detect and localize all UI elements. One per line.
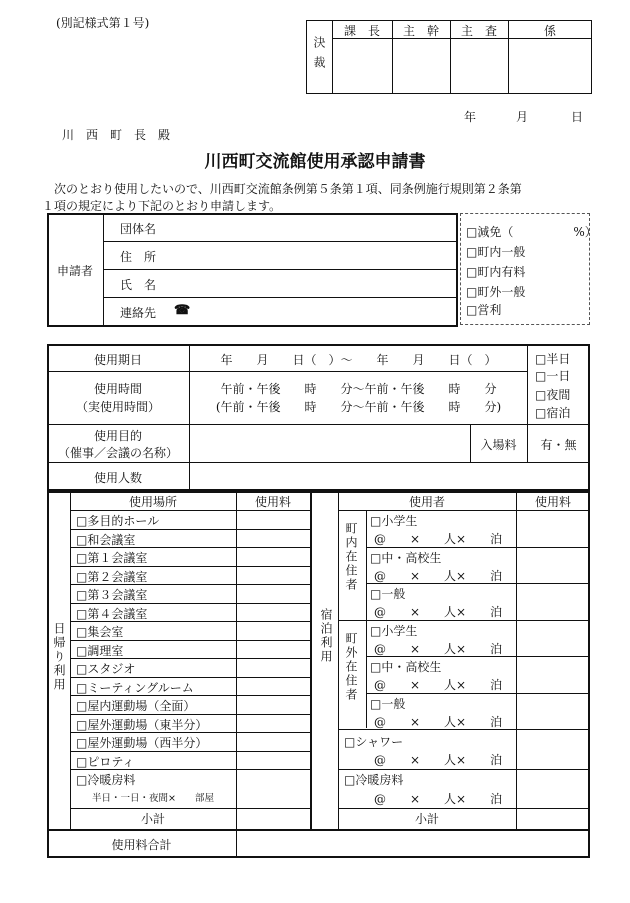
stay-fee-cell[interactable] bbox=[518, 621, 588, 656]
day-use-fee-cell[interactable] bbox=[238, 659, 308, 676]
rule-line bbox=[338, 769, 590, 770]
applicant-label: 申請者 bbox=[56, 264, 93, 278]
stay-formula[interactable]: @ × 人× 泊 bbox=[374, 605, 503, 619]
total-fee-field[interactable] bbox=[240, 834, 584, 854]
day-use-fee-cell[interactable] bbox=[238, 567, 308, 584]
day-use-fee-cell[interactable] bbox=[238, 715, 308, 732]
rule-line bbox=[103, 213, 104, 327]
org-name-field[interactable] bbox=[200, 216, 452, 238]
day-use-fee-cell[interactable] bbox=[238, 696, 308, 713]
day-use-item[interactable]: □集会室 bbox=[76, 625, 124, 639]
fee-commercial-checkbox[interactable]: □営利 bbox=[466, 303, 502, 317]
stay-group-label[interactable]: □中・高校生 bbox=[370, 550, 442, 565]
rule-line bbox=[338, 491, 339, 829]
outside-residents-label: 町外在住者 bbox=[344, 632, 358, 702]
approval-col-shusa: 主 査 bbox=[460, 24, 497, 38]
admission-value[interactable]: 有・無 bbox=[540, 438, 577, 452]
stay-formula[interactable]: @ × 人× 泊 bbox=[374, 532, 503, 546]
fee-town-paid-checkbox[interactable]: □町内有料 bbox=[466, 265, 526, 279]
day-use-fee-cell[interactable] bbox=[238, 641, 308, 658]
time-label: 使用時間 bbox=[93, 382, 142, 396]
rule-line bbox=[70, 808, 310, 809]
stay-fee-cell[interactable] bbox=[518, 694, 588, 729]
day-use-item[interactable]: □第３会議室 bbox=[76, 588, 148, 602]
day-use-item[interactable]: □ミーティングルーム bbox=[76, 680, 194, 695]
stay-subtotal-label: 小計 bbox=[414, 812, 439, 826]
fee-reduction-checkbox[interactable]: □減免（ %） bbox=[466, 225, 597, 239]
stay-group-label[interactable]: □一般 bbox=[370, 696, 406, 711]
day-use-side-label: 日帰り利用 bbox=[52, 622, 66, 692]
day-use-subtotal-label: 小計 bbox=[140, 812, 165, 826]
admission-label: 入場料 bbox=[480, 438, 517, 452]
stay-formula[interactable]: @ × 人× 泊 bbox=[374, 714, 503, 729]
purpose-field[interactable] bbox=[192, 428, 466, 458]
day-use-fee-cell[interactable] bbox=[238, 604, 308, 621]
stay-formula[interactable]: @ × 人× 泊 bbox=[374, 641, 503, 656]
date-year: 年 bbox=[464, 110, 477, 124]
stay-user-header: 使用者 bbox=[408, 495, 445, 509]
time-field[interactable]: 午前・午後 時 分～午前・午後 時 分 bbox=[220, 382, 497, 396]
day-use-item[interactable]: □第２会議室 bbox=[76, 569, 148, 584]
page-title: 川西町交流館使用承認申請書 bbox=[204, 152, 426, 172]
day-use-item[interactable]: □第４会議室 bbox=[76, 606, 148, 621]
rule-line bbox=[103, 269, 458, 270]
rule-line bbox=[310, 491, 312, 829]
day-use-fee-cell[interactable] bbox=[238, 530, 308, 547]
span-night-checkbox[interactable]: □夜間 bbox=[535, 388, 571, 402]
day-use-fee-cell[interactable] bbox=[238, 511, 308, 528]
shower-label[interactable]: □シャワー bbox=[344, 735, 404, 749]
stay-formula[interactable]: @ × 人× 泊 bbox=[374, 568, 503, 583]
approval-col-shukan: 主 幹 bbox=[402, 24, 439, 38]
rule-line bbox=[70, 491, 71, 829]
rule-line bbox=[103, 241, 458, 242]
stay-group-label[interactable]: □一般 bbox=[370, 587, 406, 601]
rule-line bbox=[527, 344, 528, 424]
day-use-item[interactable]: □屋外運動場（西半分） bbox=[76, 736, 208, 750]
fee-outside-general-checkbox[interactable]: □町外一般 bbox=[466, 285, 526, 299]
day-use-item[interactable]: □第１会議室 bbox=[76, 551, 148, 565]
rule-line bbox=[47, 371, 528, 372]
stay-fee-header: 使用料 bbox=[534, 495, 571, 509]
stay-group-label[interactable]: □中・高校生 bbox=[370, 660, 442, 674]
day-use-item[interactable]: □屋外運動場（東半分） bbox=[76, 717, 208, 732]
stay-fee-cell[interactable] bbox=[518, 548, 588, 583]
intro-text-line2: １項の規定により下記のとおり申請します。 bbox=[42, 199, 282, 213]
day-use-item[interactable]: □和会議室 bbox=[76, 532, 136, 547]
stay-formula[interactable]: @ × 人× 泊 bbox=[374, 678, 503, 692]
telephone-icon: ☎ bbox=[174, 303, 191, 318]
org-name-label: 団体名 bbox=[120, 222, 157, 236]
day-use-fee-cell[interactable] bbox=[238, 678, 308, 695]
approval-side-label: 決裁 bbox=[312, 36, 326, 76]
day-use-item[interactable]: □調理室 bbox=[76, 643, 124, 658]
fee-town-general-checkbox[interactable]: □町内一般 bbox=[466, 245, 526, 259]
address-field[interactable] bbox=[200, 244, 452, 266]
approval-col-kacho: 課 長 bbox=[343, 24, 380, 38]
name-label: 氏 名 bbox=[120, 278, 157, 292]
actual-time-label: （実使用時間） bbox=[75, 400, 160, 414]
people-field[interactable] bbox=[192, 465, 582, 487]
day-use-heating-label[interactable]: □冷暖房料 bbox=[76, 773, 136, 787]
rule-line bbox=[47, 829, 590, 831]
date-month: 月 bbox=[516, 110, 529, 124]
rule-line bbox=[516, 491, 517, 829]
span-stay-checkbox[interactable]: □宿泊 bbox=[535, 406, 571, 420]
approval-col-kakari: 係 bbox=[543, 24, 556, 38]
rule-line bbox=[338, 729, 590, 730]
addressee: 川 西 町 長 殿 bbox=[62, 128, 171, 142]
day-use-fee-header: 使用料 bbox=[254, 495, 291, 509]
day-use-fee-cell[interactable] bbox=[238, 548, 308, 565]
form-number: (別記様式第１号) bbox=[56, 16, 150, 30]
total-fee-label: 使用料合計 bbox=[111, 838, 172, 852]
contact-label: 連絡先 bbox=[120, 306, 157, 320]
rule-line bbox=[47, 424, 590, 425]
rule-line bbox=[47, 462, 590, 463]
day-use-item[interactable]: □多目的ホール bbox=[76, 514, 160, 528]
day-use-fee-cell[interactable] bbox=[238, 752, 308, 769]
purpose-name-label: （催事／会議の名称） bbox=[57, 446, 178, 460]
day-use-place-header: 使用場所 bbox=[128, 495, 177, 509]
purpose-label: 使用目的 bbox=[93, 429, 142, 443]
day-use-fee-cell[interactable] bbox=[238, 622, 308, 639]
contact-field[interactable] bbox=[200, 300, 452, 322]
people-label: 使用人数 bbox=[93, 471, 142, 485]
stay-fee-cell[interactable] bbox=[518, 511, 588, 546]
rule-line bbox=[103, 297, 458, 298]
rule-line bbox=[338, 620, 590, 621]
intro-text-line1: 次のとおり使用したいので、川西町交流館条例第５条第１項、同条例施行規則第２条第 bbox=[42, 182, 522, 196]
stay-group-label[interactable]: □小学生 bbox=[370, 514, 418, 528]
period-label: 使用期日 bbox=[93, 353, 142, 367]
day-use-item[interactable]: □スタジオ bbox=[76, 662, 136, 676]
rule-line bbox=[70, 769, 310, 770]
shower-formula[interactable]: @ × 人× 泊 bbox=[374, 753, 503, 767]
stay-group-label[interactable]: □小学生 bbox=[370, 623, 418, 638]
day-use-fee-cell[interactable] bbox=[238, 733, 308, 750]
date-day: 日 bbox=[571, 110, 584, 124]
period-field[interactable]: 年 月 日（ ）～ 年 月 日（ ） bbox=[220, 353, 497, 367]
name-field[interactable] bbox=[200, 272, 452, 294]
stay-heating-formula[interactable]: @ × 人× 泊 bbox=[374, 792, 503, 806]
day-use-fee-cell[interactable] bbox=[238, 585, 308, 602]
day-use-item[interactable]: □ピロティ bbox=[76, 754, 135, 769]
stay-side-label: 宿泊利用 bbox=[319, 608, 333, 664]
span-full-day-checkbox[interactable]: □一日 bbox=[535, 369, 571, 383]
span-half-day-checkbox[interactable]: □半日 bbox=[535, 352, 571, 366]
actual-time-field[interactable]: (午前・午後 時 分～午前・午後 時 分) bbox=[215, 400, 502, 414]
stay-heating-label[interactable]: □冷暖房料 bbox=[344, 773, 404, 787]
stay-fee-cell[interactable] bbox=[518, 584, 588, 619]
address-label: 住 所 bbox=[120, 250, 157, 264]
stay-fee-cell[interactable] bbox=[518, 657, 588, 692]
day-use-item[interactable]: □屋内運動場（全面） bbox=[76, 699, 196, 713]
rule-line bbox=[338, 808, 590, 809]
inside-residents-label: 町内在住者 bbox=[344, 522, 358, 592]
day-use-heating-sub: 半日・一日・夜間× 部屋 bbox=[92, 793, 214, 804]
